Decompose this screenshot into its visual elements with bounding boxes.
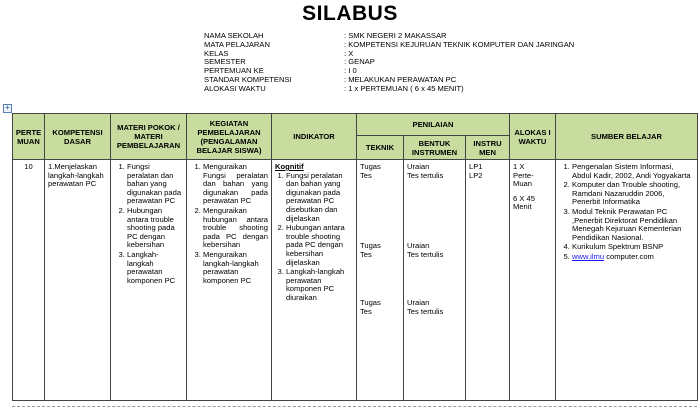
table-row <box>13 160 698 401</box>
header-alokasi: ALOKAS I WAKTU <box>510 114 556 160</box>
page-title: SILABUS <box>302 2 398 25</box>
header-kompetensi: KOMPETENSI DASAR <box>45 114 111 160</box>
header-instrumen: INSTRU MEN <box>466 136 510 160</box>
header-pertemuan: PERTE MUAN <box>13 114 45 160</box>
list-item: 1. Fungsi peralatan dan bahan yang digunakan pada perawatan PC disebutkan dan dijelaskan <box>286 172 353 224</box>
list-item: 4. Kurikulum Spektrum BSNP <box>572 243 694 252</box>
source-link[interactable]: www.ilmu <box>572 251 605 261</box>
meta-row-time: ALOKASI WAKTU : 1 x PERTEMUAN ( 6 x 45 MENIT) <box>204 83 464 93</box>
header-indikator: INDIKATOR <box>272 114 357 160</box>
header-kegiatan: KEGIATAN PEMBELAJARAN (PENGALAMAN BELAJAR SISWA) <box>187 114 272 160</box>
header-penilaian: PENILAIAN <box>357 114 510 136</box>
meta-row-school: NAMA SEKOLAH : SMK NEGERI 2 MAKASSAR <box>204 31 447 40</box>
list-item: 3. Menguraikan langkah-langkah perawatan komponen PC <box>203 251 268 285</box>
table-move-handle-icon[interactable]: + <box>3 104 12 113</box>
document-header-info <box>204 32 574 94</box>
list-item: 3. Langkah-langkah perawatan komponen PC diuraikan <box>286 268 353 302</box>
meta-row-subject: MATA PELAJARAN : KOMPETENSI KEJURUAN TEKNIK KOMPUTER DAN JARINGAN <box>204 39 575 49</box>
list-item: 2. Komputer dan Trouble shooting, Ramdani Nazaruddin 2006, Penerbit Informatika <box>572 181 694 207</box>
cell-pertemuan: 10 <box>13 160 45 401</box>
list-item: 2. Menguraikan hubungan antara trouble shooting pada PC dengan kebersihan <box>203 207 268 250</box>
cell-indikator <box>272 160 357 401</box>
cell-kegiatan <box>187 160 272 401</box>
header-teknik: TEKNIK <box>357 136 404 160</box>
syllabus-table <box>12 113 698 401</box>
page-bottom-divider <box>12 406 697 407</box>
meta-row-competency: STANDAR KOMPETENSI : MELAKUKAN PERAWATAN PC <box>204 74 457 84</box>
header-bentuk: BENTUK INSTRUMEN <box>404 136 466 160</box>
cell-instrumen: LP1 LP2 <box>466 160 510 401</box>
cell-materi <box>111 160 187 401</box>
cell-alokasi: 1 X Perte- Muan 6 X 45 Menit <box>510 160 556 401</box>
header-materi: MATERI POKOK / MATERI PEMBELAJARAN <box>111 114 187 160</box>
list-item: 3. Modul Teknik Perawatan PC ,Penerbit Direktorat Pendidikan Menegah Kejuruan Kementerian Pendidikan Nasional. <box>572 208 694 242</box>
header-sumber: SUMBER BELAJAR <box>556 114 698 160</box>
cell-bentuk: Uraian Tes tertulis Uraian Tes tertulis Uraian Tes tertulis <box>404 160 466 401</box>
meta-row-semester: SEMESTER : GENAP <box>204 57 375 67</box>
list-item: 1. Pengenalan Sistem Informasi, Abdul Kadir, 2002, Andi Yogyakarta <box>572 163 694 180</box>
list-item: 2. Hubungan antara trouble shooting pada PC dengan kebersihan <box>127 207 183 250</box>
cell-sumber <box>556 160 698 401</box>
list-item: 2. Hubungan antara trouble shooting pada PC dengan kebersihan dijelaskan <box>286 224 353 267</box>
indikator-heading: Kognitif <box>275 162 304 171</box>
list-item: 5. www.ilmu computer.com <box>572 253 694 262</box>
list-item: 1. Menguraikan Fungsi peralatan dan bahan yang digunakan pada perawatan PC <box>203 163 268 206</box>
list-item: 1. Fungsi peralatan dan bahan yang digunakan pada perawatan PC <box>127 163 183 206</box>
list-item: 3. Langkah-langkah perawatan komponen PC <box>127 251 183 285</box>
cell-kompetensi: 1.Menjelaskan langkah-langkah perawatan PC <box>45 160 111 401</box>
meta-row-meeting: PERTEMUAN KE : I 0 <box>204 66 357 76</box>
meta-row-class: KELAS : X <box>204 48 354 58</box>
cell-teknik: Tugas Tes Tugas Tes Tugas Tes <box>357 160 404 401</box>
